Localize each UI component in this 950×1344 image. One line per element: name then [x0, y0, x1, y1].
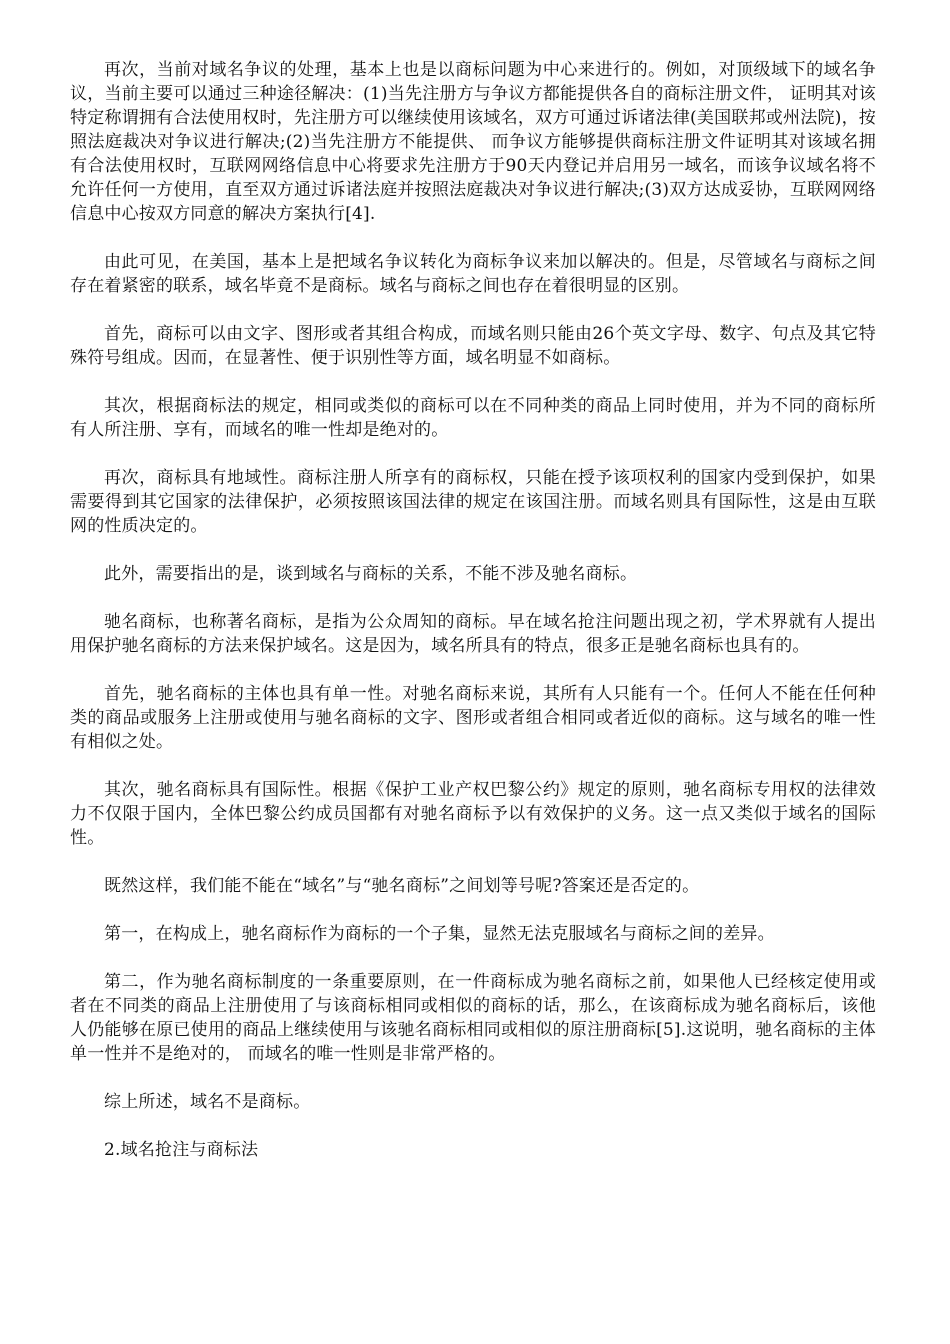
paragraph-well-known-intro: 此外，需要指出的是，谈到域名与商标的关系，不能不涉及驰名商标。 [104, 564, 638, 584]
paragraph-third-territoriality: 再次，商标具有地域性。商标注册人所享有的商标权，只能在授予该项权利的国家内受到保护，如果需要得到其它国家的法律保护，必须按照该国法律的规定在该国注册。而域名则具有国际性，这是由互联网的性质决定的。 [70, 468, 876, 536]
paragraph-well-known-international: 其次，驰名商标具有国际性。根据《保护工业产权巴黎公约》规定的原则，驰名商标专用权的法律效力不仅限于国内，全体巴黎公约成员国都有对驰名商标予以有效保护的义务。这一点又类似于域名的国际性。 [70, 780, 876, 848]
paragraph-conclusion: 综上所述，域名不是商标。 [104, 1092, 311, 1112]
paragraph-well-known-uniqueness: 首先，驰名商标的主体也具有单一性。对驰名商标来说，其所有人只能有一个。任何人不能在任何种类的商品或服务上注册或使用与驰名商标的文字、图形或者组合相同或者近似的商标。这与域名的唯一性有相似之处。 [70, 684, 876, 752]
paragraph-point-two: 第二，作为驰名商标制度的一条重要原则，在一件商标成为驰名商标之前，如果他人已经核定使用或者在不同类的商品上注册使用了与该商标相同或相似的商标的话，那么，在该商标成为驰名商标后，该他人仍能够在原已使用的商品上继续使用与该驰名商标相同或相似的原注册商标[5].这说明，驰名商标的主体单一性并不是绝对的， 而域名的唯一性则是非常严格的。 [70, 972, 876, 1064]
paragraph-us-conversion: 由此可见，在美国，基本上是把域名争议转化为商标争议来加以解决的。但是，尽管域名与商标之间存在着紧密的联系，域名毕竟不是商标。域名与商标之间也存在着很明显的区别。 [70, 252, 876, 296]
paragraph-first-composition: 首先，商标可以由文字、图形或者其组合构成，而域名则只能由26个英文字母、数字、句点及其它特殊符号组成。因而，在显著性、便于识别性等方面，域名明显不如商标。 [70, 324, 876, 368]
paragraph-second-uniqueness: 其次，根据商标法的规定，相同或类似的商标可以在不同种类的商品上同时使用，并为不同的商标所有人所注册、享有，而域名的唯一性却是绝对的。 [70, 396, 876, 440]
paragraph-question: 既然这样，我们能不能在“域名”与“驰名商标”之间划等号呢?答案还是否定的。 [104, 876, 700, 896]
section-heading: 2.域名抢注与商标法 [104, 1140, 259, 1160]
paragraph-well-known-definition: 驰名商标，也称著名商标，是指为公众周知的商标。早在域名抢注问题出现之初，学术界就有人提出用保护驰名商标的方法来保护域名。这是因为，域名所具有的特点，很多正是驰名商标也具有的。 [70, 612, 876, 656]
paragraph-point-one: 第一，在构成上，驰名商标作为商标的一个子集，显然无法克服域名与商标之间的差异。 [104, 924, 775, 944]
paragraph-dispute-handling: 再次，当前对域名争议的处理，基本上也是以商标问题为中心来进行的。例如，对顶级域下的域名争议，当前主要可以通过三种途径解决：(1)当先注册方与争议方都能提供各自的商标注册文件， 证明其对该特定称谓拥有合法使用权时，先注册方可以继续使用该域名，双方可通过诉诸法律(美国联邦或州法院)，按照法庭裁决对争议进行解决;(2)当先注册方不能提供、 而争议方能够提供商标注册文件证明其对该域名拥有合法使用权时，互联网网络信息中心将要求先注册方于90天内登记并启用另一域名，而该争议域名将不允许任何一方使用，直至双方通过诉诸法庭并按照法庭裁决对争议进行解决;(3)双方达成妥协，互联网网络信息中心按双方同意的解决方案执行[4]. [70, 60, 876, 224]
document-body [70, 58, 876, 1186]
